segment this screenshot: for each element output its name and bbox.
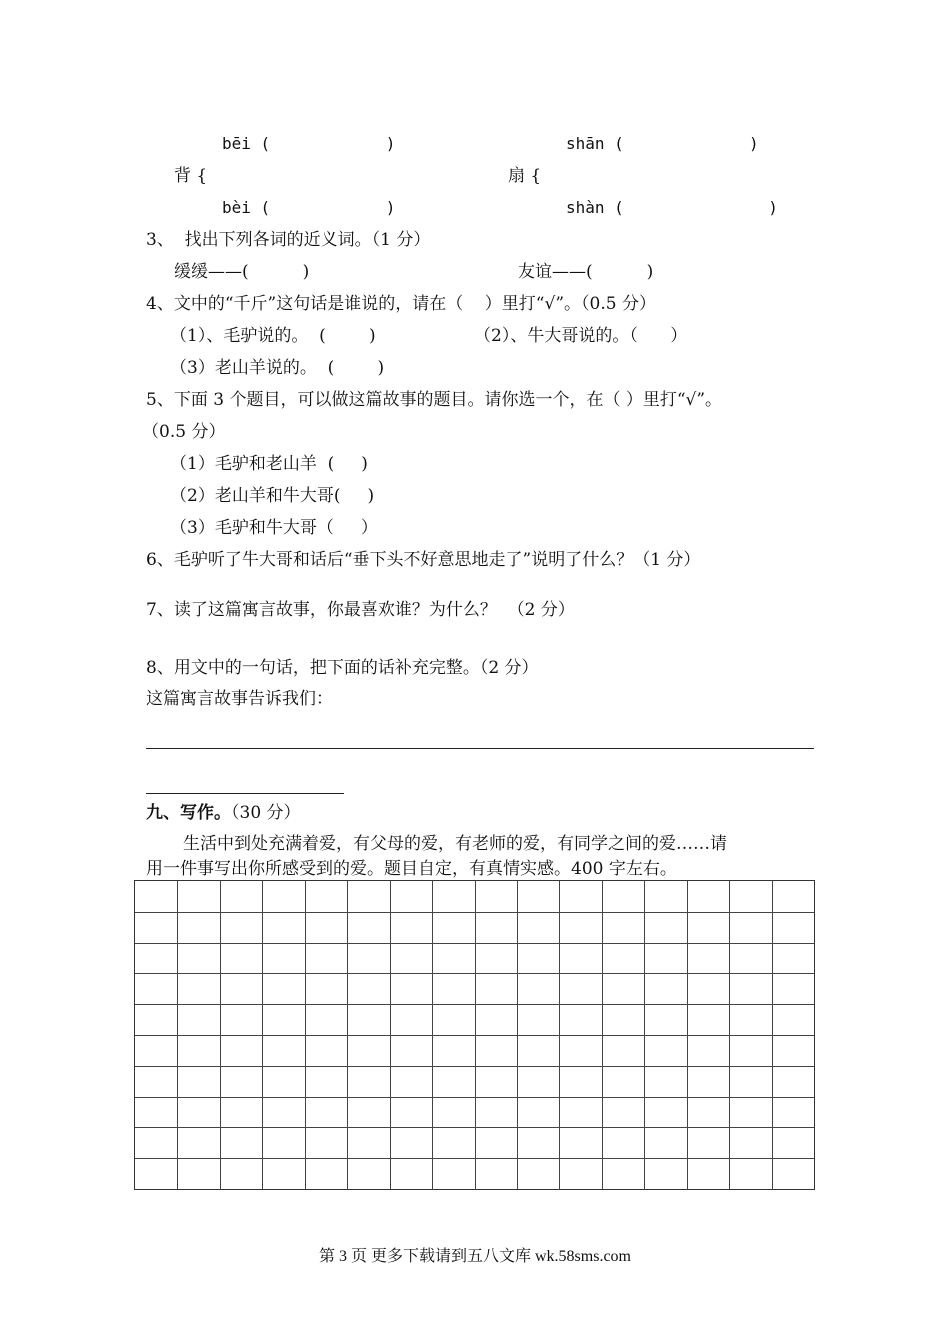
- answer-line-2: [146, 793, 344, 794]
- q6-title: 6、毛驴听了牛大哥和话后“垂下头不好意思地走了”说明了什么？（1 分）: [146, 550, 701, 570]
- writing-grid[interactable]: [134, 880, 815, 1190]
- answer-line-1: [146, 748, 814, 749]
- q9-heading: [146, 802, 301, 824]
- pinyin-shan4: shàn ( ): [566, 198, 778, 217]
- page-footer: 第 3 页 更多下载请到五八文库 wk.58sms.com: [318, 1248, 631, 1265]
- q9-prompt-line1: 生活中到处充满着爱，有父母的爱，有老师的爱，有同学之间的爱……请: [183, 834, 727, 854]
- grid-row-line: [135, 1158, 814, 1159]
- pinyin-bei1: bēi ( ): [222, 134, 396, 153]
- q4-option-3: （3）老山羊说的。 ( ): [170, 358, 385, 378]
- char-bei: 背 {: [174, 166, 208, 186]
- q5-option-2: （2）老山羊和牛大哥( ): [170, 486, 375, 506]
- q3-item2: 友谊——( ): [518, 262, 654, 282]
- q5-score: （0.5 分）: [142, 422, 226, 442]
- grid-row-line: [135, 1127, 814, 1128]
- q3-title: 3、 找出下列各词的近义词。（1 分）: [146, 230, 431, 250]
- q4-option-2: （2）、牛大哥说的。（ ）: [474, 326, 688, 346]
- q7-title: 7、读了这篇寓言故事，你最喜欢谁？为什么？ （2 分）: [146, 600, 575, 620]
- q4-option-1: （1）、毛驴说的。 ( ): [170, 326, 376, 346]
- q9-score: （30 分）: [231, 803, 301, 823]
- q8-lead: 这篇寓言故事告诉我们：: [146, 689, 333, 709]
- grid-row-line: [135, 943, 814, 944]
- q8-title: 8、用文中的一句话，把下面的话补充完整。（2 分）: [146, 658, 539, 678]
- grid-row-line: [135, 1035, 814, 1036]
- pinyin-bei4: bèi ( ): [222, 198, 396, 217]
- q5-option-3: （3）毛驴和牛大哥（ ）: [170, 518, 378, 538]
- q5-title: 5、下面 3 个题目，可以做这篇故事的题目。请你选一个，在（ ）里打“√”。: [146, 390, 723, 410]
- grid-row-line: [135, 973, 814, 974]
- q5-option-1: （1）毛驴和老山羊 ( ): [170, 454, 368, 474]
- q4-title: 4、文中的“千斤”这句话是谁说的，请在（ ）里打“√”。（0.5 分）: [146, 294, 656, 314]
- q9-title: 九、写作。: [146, 803, 231, 823]
- q3-item1: 缓缓——( ): [174, 262, 310, 282]
- grid-row-line: [135, 1066, 814, 1067]
- grid-row-line: [135, 1097, 814, 1098]
- pinyin-shan1: shān ( ): [566, 134, 759, 153]
- grid-row-line: [135, 912, 814, 913]
- q9-prompt-line2: 用一件事写出你所感受到的爱。题目自定，有真情实感。400 字左右。: [146, 859, 677, 879]
- char-shan: 扇 {: [508, 166, 542, 186]
- grid-row-line: [135, 1004, 814, 1005]
